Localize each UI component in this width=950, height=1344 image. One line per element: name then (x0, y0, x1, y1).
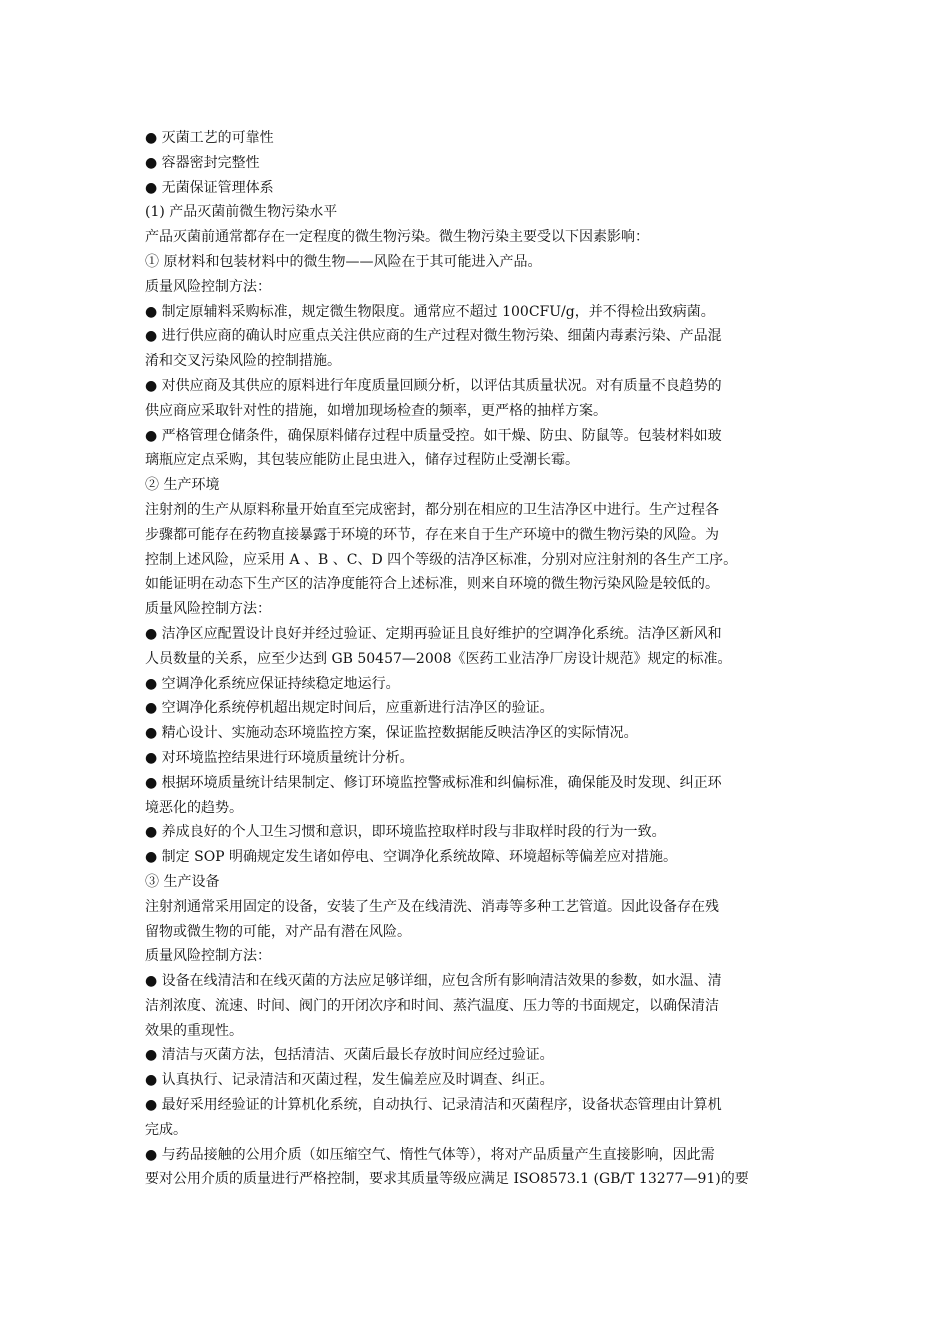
text-line: ● 认真执行、记录清洁和灭菌过程，发生偏差应及时调查、纠正。 (145, 1072, 554, 1089)
text-line: 洁剂浓度、流速、时间、阀门的开闭次序和时间、蒸汽温度、压力等的书面规定，以确保清洁 (145, 997, 719, 1014)
text-line: ● 洁净区应配置设计良好并经过验证、定期再验证且良好维护的空调净化系统。洁净区新风和 (145, 625, 722, 642)
text-line: ③ 生产设备 (145, 873, 220, 890)
text-line: 效果的重现性。 (145, 1022, 243, 1039)
text-line: ● 根据环境质量统计结果制定、修订环境监控警戒标准和纠偏标准，确保能及时发现、纠正环 (145, 774, 722, 791)
text-line: ● 进行供应商的确认时应重点关注供应商的生产过程对微生物污染、细菌内毒素污染、产品混 (145, 328, 722, 345)
text-line: ● 设备在线清洁和在线灭菌的方法应足够详细，应包含所有影响清洁效果的参数，如水温、清 (145, 973, 722, 990)
text-line: ● 养成良好的个人卫生习惯和意识，即环境监控取样时段与非取样时段的行为一致。 (145, 824, 666, 841)
text-line: ● 制定原辅料采购标准，规定微生物限度。通常应不超过 100CFU/g，并不得检出致病菌。 (145, 303, 715, 320)
text-line: 要对公用介质的质量进行严格控制，要求其质量等级应满足 ISO8573.1 (GB/T 13277—91)的要 (145, 1171, 749, 1188)
text-line: 步骤都可能存在药物直接暴露于环境的环节，存在来自于生产环境中的微生物污染的风险。为 (145, 526, 719, 543)
text-line: ● 对环境监控结果进行环境质量统计分析。 (145, 749, 414, 766)
text-line: ② 生产环境 (145, 477, 220, 494)
text-line: ● 精心设计、实施动态环境监控方案，保证监控数据能反映洁净区的实际情况。 (145, 725, 638, 742)
text-line: ● 制定 SOP 明确规定发生诸如停电、空调净化系统故障、环境超标等偏差应对措施。 (145, 849, 678, 866)
text-line: 如能证明在动态下生产区的洁净度能符合上述标准，则来自环境的微生物污染风险是较低的。 (145, 576, 719, 593)
text-line: 淆和交叉污染风险的控制措施。 (145, 353, 341, 370)
text-line: ● 严格管理仓储条件，确保原料储存过程中质量受控。如干燥、防虫、防鼠等。包装材料如玻 (145, 427, 722, 444)
text-line: 产品灭菌前通常都存在一定程度的微生物污染。微生物污染主要受以下因素影响： (145, 229, 649, 246)
text-line: 留物或微生物的可能，对产品有潜在风险。 (145, 923, 411, 940)
text-line: 人员数量的关系，应至少达到 GB 50457—2008《医药工业洁净厂房设计规范》规定的标准。 (145, 650, 732, 667)
text-line: ● 空调净化系统停机超出规定时间后，应重新进行洁净区的验证。 (145, 700, 554, 717)
text-line: ● 对供应商及其供应的原料进行年度质量回顾分析，以评估其质量状况。对有质量不良趋势的 (145, 377, 722, 394)
text-line: 注射剂通常采用固定的设备，安装了生产及在线清洗、消毒等多种工艺管道。因此设备存在残 (145, 898, 719, 915)
text-line: 质量风险控制方法： (145, 278, 271, 295)
text-line: 控制上述风险，应采用 A 、B 、C、D 四个等级的洁净区标准，分别对应注射剂的各生产工序。 (145, 551, 738, 568)
document-body (145, 126, 810, 1192)
text-line: 供应商应采取针对性的措施，如增加现场检查的频率，更严格的抽样方案。 (145, 402, 607, 419)
text-line: 璃瓶应定点采购，其包装应能防止昆虫进入，储存过程防止受潮长霉。 (145, 452, 579, 469)
text-line: 注射剂的生产从原料称量开始直至完成密封，都分别在相应的卫生洁净区中进行。生产过程各 (145, 501, 719, 518)
text-line: 质量风险控制方法： (145, 948, 271, 965)
text-line: ● 与药品接触的公用介质（如压缩空气、惰性气体等），将对产品质量产生直接影响，因此需 (145, 1146, 715, 1163)
text-line: ● 清洁与灭菌方法，包括清洁、灭菌后最长存放时间应经过验证。 (145, 1047, 554, 1064)
text-line: ● 无菌保证管理体系 (145, 179, 274, 196)
text-line: ● 灭菌工艺的可靠性 (145, 130, 274, 146)
text-line: (1) 产品灭菌前微生物污染水平 (145, 204, 338, 221)
text-line: 境恶化的趋势。 (145, 799, 243, 816)
text-line: ● 最好采用经验证的计算机化系统，自动执行、记录清洁和灭菌程序，设备状态管理由计算机 (145, 1097, 722, 1114)
text-line: ● 容器密封完整性 (145, 154, 260, 171)
text-line: 完成。 (145, 1121, 187, 1138)
text-line: 质量风险控制方法： (145, 601, 271, 618)
text-line: ● 空调净化系统应保证持续稳定地运行。 (145, 675, 400, 692)
text-line: ① 原材料和包装材料中的微生物——风险在于其可能进入产品。 (145, 253, 542, 270)
